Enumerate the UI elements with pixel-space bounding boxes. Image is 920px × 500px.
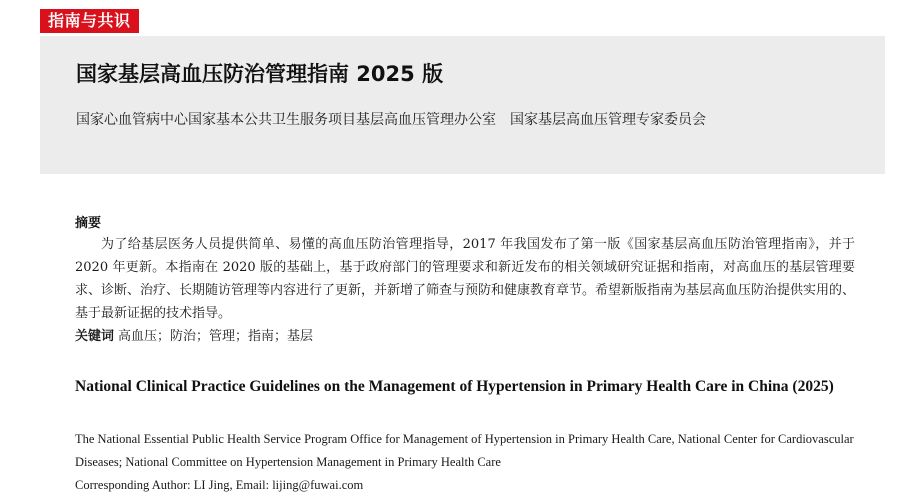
- keywords-value: 高血压；防治；管理；指南；基层: [118, 329, 314, 344]
- title-block: [40, 36, 885, 174]
- abstract-body: 为了给基层医务人员提供简单、易懂的高血压防治管理指导，2017 年我国发布了第一版《国家基层高血压防治管理指南》，并于 2020 年更新。本指南在 2020 版的基础上，基于政府部门的管理要求和新近发布的相关领域研究证据和指南，对高血压的基层管理要求、诊断、治疗、长期随访管理等内容进行了更新，并新增了筛查与预防和健康教育章节。希望新版指南为基层高血压防治提供实用的、基于最新证据的技术指导。: [75, 237, 856, 321]
- english-authors: The National Essential Public Health Service Program Office for Management of Hypertension in Primary Health Care, National Center for Cardiovascular Diseases; National Committee on Hypertension Management in Primary Health Care: [75, 432, 854, 469]
- english-title: National Clinical Practice Guidelines on the Management of Hypertension in Primary Health Care in China (2025): [75, 378, 834, 395]
- abstract-heading: 摘要: [75, 216, 102, 231]
- keywords-label: 关键词: [75, 329, 115, 344]
- section-tag: 指南与共识: [40, 9, 139, 33]
- keywords-line: [75, 325, 313, 348]
- article-title: 国家基层高血压防治管理指南 2025 版: [76, 62, 444, 86]
- author-affiliation: 国家心血管病中心国家基本公共卫生服务项目基层高血压管理办公室 国家基层高血压管理专家委员会: [76, 112, 706, 128]
- corresponding-author: Corresponding Author: LI Jing, Email: lijing@fuwai.com: [75, 478, 364, 492]
